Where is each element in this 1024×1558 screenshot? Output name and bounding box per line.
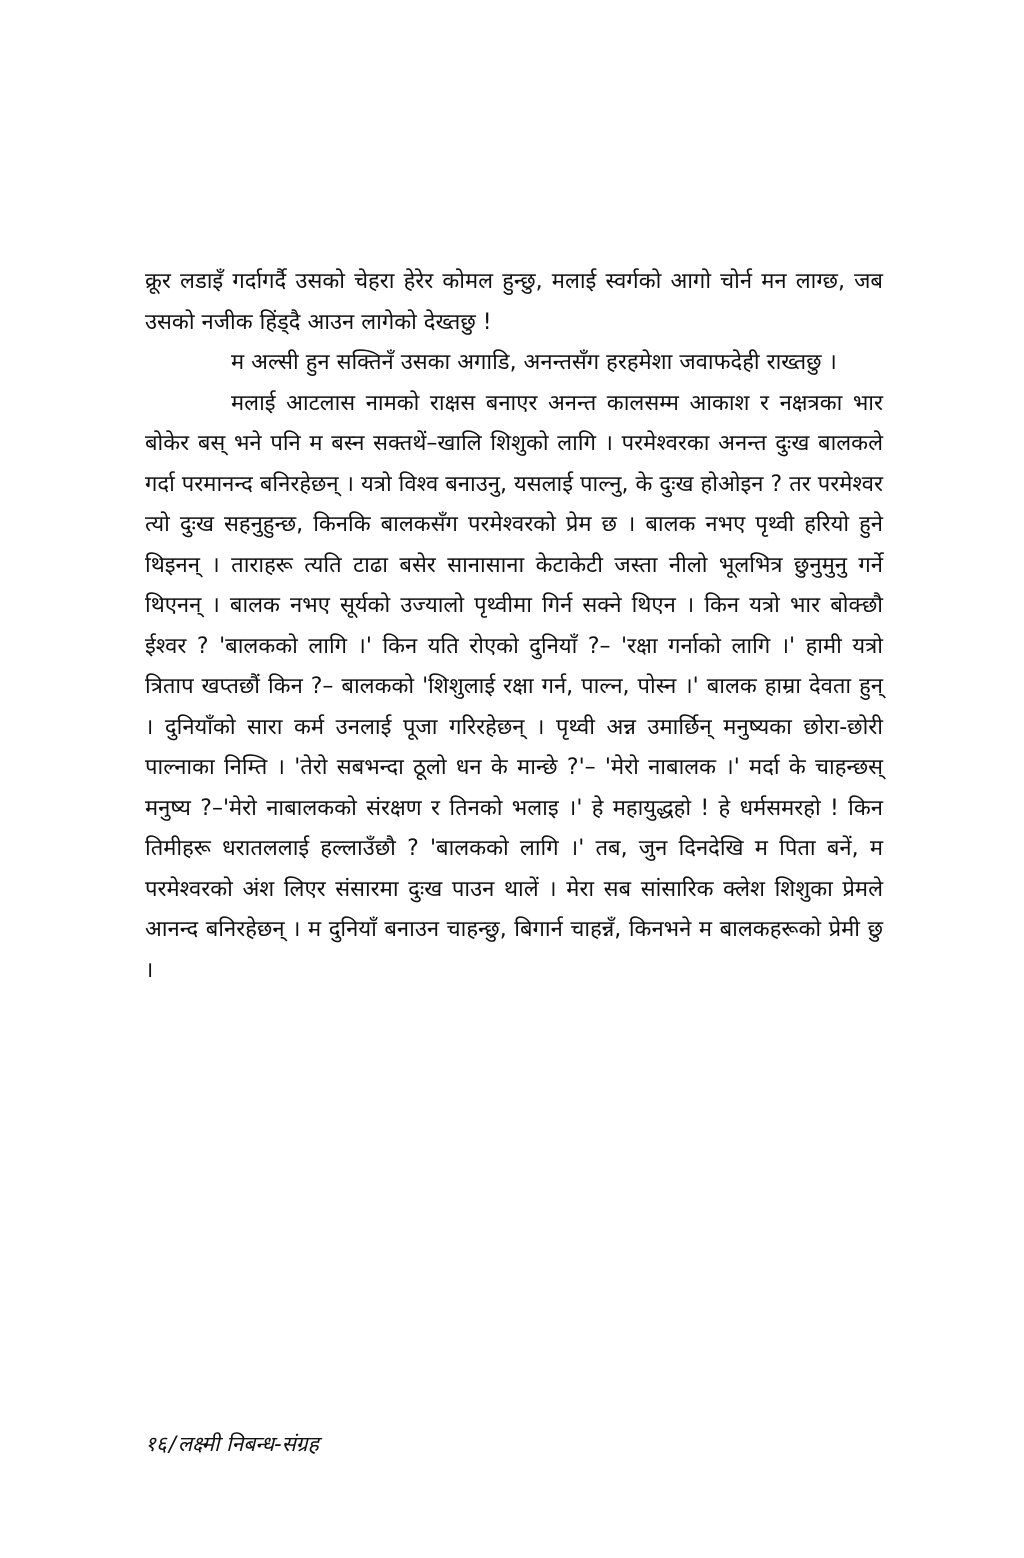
book-title: लक्ष्मी निबन्ध-संग्रह [177, 1432, 319, 1456]
footer-separator: / [168, 1432, 176, 1456]
page-number: १६ [145, 1432, 167, 1456]
paragraph-3: मलाई आटलास नामको राक्षस बनाएर अनन्त कालसम्म आकाश र नक्षत्रका भार बोकेर बस् भने पनि म बस्न सक्तथें–खालि शिशुको लागि । परमेश्वरका अनन्त दुःख बालकले गर्दा परमानन्द बनिरहेछन् । यत्रो विश्व बनाउनु, यसलाई पाल्नु, के दुःख होओइन ? तर परमेश्वर त्यो दुःख सहनुहुन्छ, किनकि बालकसँग परमेश्वरको प्रेम छ । बालक नभए पृथ्वी हरियो हुने थिइनन् । ताराहरू त्यति टाढा बसेर सानासाना केटाकेटी जस्ता नीलो भूलभित्र छुनुमुनु गर्ने थिएनन् । बालक नभए सूर्यको उज्यालो पृथ्वीमा गिर्न सक्ने थिएन । किन यत्रो भार बोक्छौ ईश्वर ? 'बालकको लागि ।' किन यति रोएको दुनियाँ ?– 'रक्षा गर्नाको लागि ।' हामी यत्रो त्रिताप खप्तछौं किन ?– बालकको 'शिशुलाई रक्षा गर्न, पाल्न, पोस्न ।' बालक हाम्रा देवता हुन् । दुनियाँको सारा कर्म उनलाई पूजा गरिरहेछन् । पृथ्वी अन्न उमार्छिन् मनुष्यका छोरा-छोरी पाल्नाका निम्ति । 'तेरो सबभन्दा ठूलो धन के मान्छे ?'– 'मेरो नाबालक ।' मर्दा के चाहन्छस् मनुष्य ?–'मेरो नाबालकको संरक्षण र तिनको भलाइ ।' हे महायुद्धहो ! हे धर्मसमरहो ! किन तिमीहरू धरातललाई हल्लाउँछौ ? 'बालकको लागि ।' तब, जुन दिनदेखि म पिता बनें, म परमेश्वरको अंश लिएर संसारमा दुःख पाउन थालें । मेरा सब सांसारिक क्लेश शिशुका प्रेमले आनन्द बनिरहेछन् । म दुनियाँ बनाउन चाहन्छु, बिगार्न चाहन्नँ, किनभने म बालकहरूको प्रेमी छु । [145, 390, 883, 983]
paragraph-1: क्रूर लडाइँ गर्दागर्दै उसको चेहरा हेरेर कोमल हुन्छु, मलाई स्वर्गको आगो चोर्न मन लाग्छ, जब उसको नजीक हिंड्दै आउन लागेको देख्तछु ! [145, 269, 883, 335]
paragraph-2: म अल्सी हुन सक्तिनँ उसका अगाडि, अनन्तसँग हरहमेशा जवाफदेही राख्तछु । [231, 350, 837, 375]
page-footer [145, 1430, 319, 1458]
body-text [145, 262, 883, 991]
